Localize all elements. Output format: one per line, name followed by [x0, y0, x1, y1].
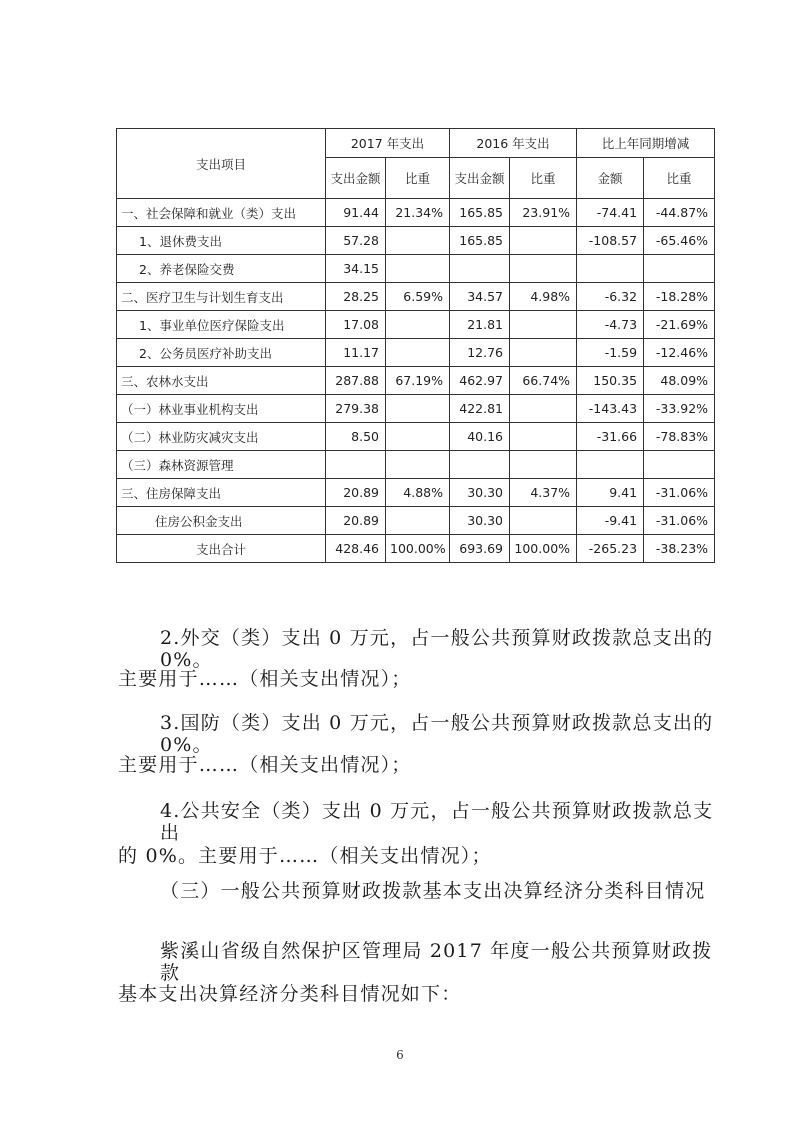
row-value-cell: -31.06% — [644, 479, 715, 507]
row-label: 住房公积金支出 — [117, 507, 326, 535]
row-value-cell: 48.09% — [644, 367, 715, 395]
table-row — [117, 339, 715, 367]
row-value-cell: -31.66 — [577, 423, 644, 451]
row-value-cell: 100.00% — [386, 535, 450, 563]
row-value-cell: 462.97 — [450, 367, 510, 395]
row-value-cell: 34.57 — [450, 283, 510, 311]
paragraph-foreign-affairs-cont: 主要用于……（相关支出情况）； — [118, 668, 412, 690]
expenditure-table — [116, 128, 715, 563]
row-label: 一、社会保障和就业（类）支出 — [117, 199, 326, 227]
row-value-cell: 279.38 — [326, 395, 386, 423]
subheader-ratio-change: 比重 — [644, 158, 715, 199]
row-value-cell: 17.08 — [326, 311, 386, 339]
row-value-cell: -1.59 — [577, 339, 644, 367]
row-label: 三、农林水支出 — [117, 367, 326, 395]
table-row — [117, 395, 715, 423]
table-row — [117, 255, 715, 283]
row-value-cell — [577, 451, 644, 479]
row-value-cell — [386, 255, 450, 283]
subheader-amount-2017: 支出金额 — [326, 158, 386, 199]
section-heading: （三）一般公共预算财政拨款基本支出决算经济分类科目情况 — [160, 880, 706, 902]
row-value-cell: -4.73 — [577, 311, 644, 339]
header-change: 比上年同期增减 — [577, 129, 715, 158]
row-value-cell: 57.28 — [326, 227, 386, 255]
paragraph-defense-cont: 主要用于……（相关支出情况）； — [118, 754, 412, 776]
row-value-cell: -6.32 — [577, 283, 644, 311]
row-label: （二）林业防灾减灾支出 — [117, 423, 326, 451]
row-value-cell: 150.35 — [577, 367, 644, 395]
table-row — [117, 199, 715, 227]
row-value-cell: 23.91% — [510, 199, 577, 227]
row-value-cell: 422.81 — [450, 395, 510, 423]
row-value-cell: 91.44 — [326, 199, 386, 227]
row-value-cell — [450, 451, 510, 479]
header-2016: 2016 年支出 — [450, 129, 577, 158]
row-label: 支出合计 — [117, 535, 326, 563]
subheader-amount-2016: 支出金额 — [450, 158, 510, 199]
row-value-cell: 66.74% — [510, 367, 577, 395]
row-value-cell: -44.87% — [644, 199, 715, 227]
row-value-cell — [386, 395, 450, 423]
row-value-cell: 67.19% — [386, 367, 450, 395]
paragraph-defense: 3.国防（类）支出 0 万元，占一般公共预算财政拨款总支出的 0%。 — [160, 712, 714, 756]
row-value-cell: 34.15 — [326, 255, 386, 283]
row-label: （三）森林资源管理 — [117, 451, 326, 479]
row-value-cell: 30.30 — [450, 479, 510, 507]
row-value-cell: 30.30 — [450, 507, 510, 535]
row-value-cell: -9.41 — [577, 507, 644, 535]
row-value-cell: -265.23 — [577, 535, 644, 563]
row-value-cell: -78.83% — [644, 423, 715, 451]
row-value-cell: -74.41 — [577, 199, 644, 227]
row-value-cell: 4.98% — [510, 283, 577, 311]
row-value-cell — [644, 255, 715, 283]
row-value-cell — [510, 227, 577, 255]
table-row — [117, 311, 715, 339]
row-value-cell: 287.88 — [326, 367, 386, 395]
row-value-cell — [510, 311, 577, 339]
row-label: 二、医疗卫生与计划生育支出 — [117, 283, 326, 311]
subheader-amount-change: 金额 — [577, 158, 644, 199]
header-item: 支出项目 — [117, 129, 326, 199]
row-value-cell — [386, 423, 450, 451]
table-row — [117, 367, 715, 395]
row-value-cell: -21.69% — [644, 311, 715, 339]
row-value-cell — [510, 423, 577, 451]
row-value-cell — [510, 339, 577, 367]
row-value-cell: -38.23% — [644, 535, 715, 563]
row-value-cell: -18.28% — [644, 283, 715, 311]
row-value-cell: -12.46% — [644, 339, 715, 367]
paragraph-public-security: 4.公共安全（类）支出 0 万元，占一般公共预算财政拨款总支出 — [160, 800, 714, 844]
row-value-cell — [577, 255, 644, 283]
row-value-cell: 21.81 — [450, 311, 510, 339]
row-value-cell: 11.17 — [326, 339, 386, 367]
row-label: 2、养老保险交费 — [117, 255, 326, 283]
table-row — [117, 283, 715, 311]
table-row — [117, 423, 715, 451]
row-value-cell: 6.59% — [386, 283, 450, 311]
row-value-cell — [326, 451, 386, 479]
row-label: （一）林业事业机构支出 — [117, 395, 326, 423]
row-value-cell — [510, 451, 577, 479]
row-value-cell: 20.89 — [326, 479, 386, 507]
row-label: 三、住房保障支出 — [117, 479, 326, 507]
table-row — [117, 535, 715, 563]
row-value-cell: -143.43 — [577, 395, 644, 423]
paragraph-foreign-affairs: 2.外交（类）支出 0 万元，占一般公共预算财政拨款总支出的 0%。 — [160, 627, 714, 671]
row-value-cell — [644, 451, 715, 479]
row-value-cell: 12.76 — [450, 339, 510, 367]
row-value-cell: 165.85 — [450, 227, 510, 255]
row-value-cell — [386, 507, 450, 535]
row-value-cell: 28.25 — [326, 283, 386, 311]
row-value-cell — [450, 255, 510, 283]
row-value-cell: 428.46 — [326, 535, 386, 563]
table-row — [117, 227, 715, 255]
table-row — [117, 479, 715, 507]
row-value-cell: -33.92% — [644, 395, 715, 423]
paragraph-summary: 紫溪山省级自然保护区管理局 2017 年度一般公共预算财政拨款 — [160, 940, 713, 984]
paragraph-public-security-cont: 的 0%。主要用于……（相关支出情况）； — [118, 845, 492, 867]
row-value-cell — [510, 507, 577, 535]
subheader-ratio-2016: 比重 — [510, 158, 577, 199]
row-value-cell: -31.06% — [644, 507, 715, 535]
row-value-cell: 8.50 — [326, 423, 386, 451]
subheader-ratio-2017: 比重 — [386, 158, 450, 199]
row-label: 1、退休费支出 — [117, 227, 326, 255]
row-value-cell: -108.57 — [577, 227, 644, 255]
table-body — [117, 199, 715, 563]
paragraph-summary-cont: 基本支出决算经济分类科目情况如下： — [118, 983, 462, 1005]
row-value-cell: 40.16 — [450, 423, 510, 451]
row-value-cell — [386, 339, 450, 367]
row-value-cell: 21.34% — [386, 199, 450, 227]
table-row — [117, 507, 715, 535]
row-value-cell: -65.46% — [644, 227, 715, 255]
row-value-cell — [386, 451, 450, 479]
row-value-cell — [386, 227, 450, 255]
row-value-cell: 165.85 — [450, 199, 510, 227]
row-value-cell: 4.37% — [510, 479, 577, 507]
row-value-cell — [386, 311, 450, 339]
row-value-cell — [510, 395, 577, 423]
row-label: 2、公务员医疗补助支出 — [117, 339, 326, 367]
page-number: 6 — [396, 1048, 404, 1062]
row-value-cell: 9.41 — [577, 479, 644, 507]
row-value-cell: 20.89 — [326, 507, 386, 535]
row-value-cell — [510, 255, 577, 283]
row-label: 1、事业单位医疗保险支出 — [117, 311, 326, 339]
header-2017: 2017 年支出 — [326, 129, 450, 158]
table-row — [117, 451, 715, 479]
row-value-cell: 100.00% — [510, 535, 577, 563]
row-value-cell: 4.88% — [386, 479, 450, 507]
row-value-cell: 693.69 — [450, 535, 510, 563]
